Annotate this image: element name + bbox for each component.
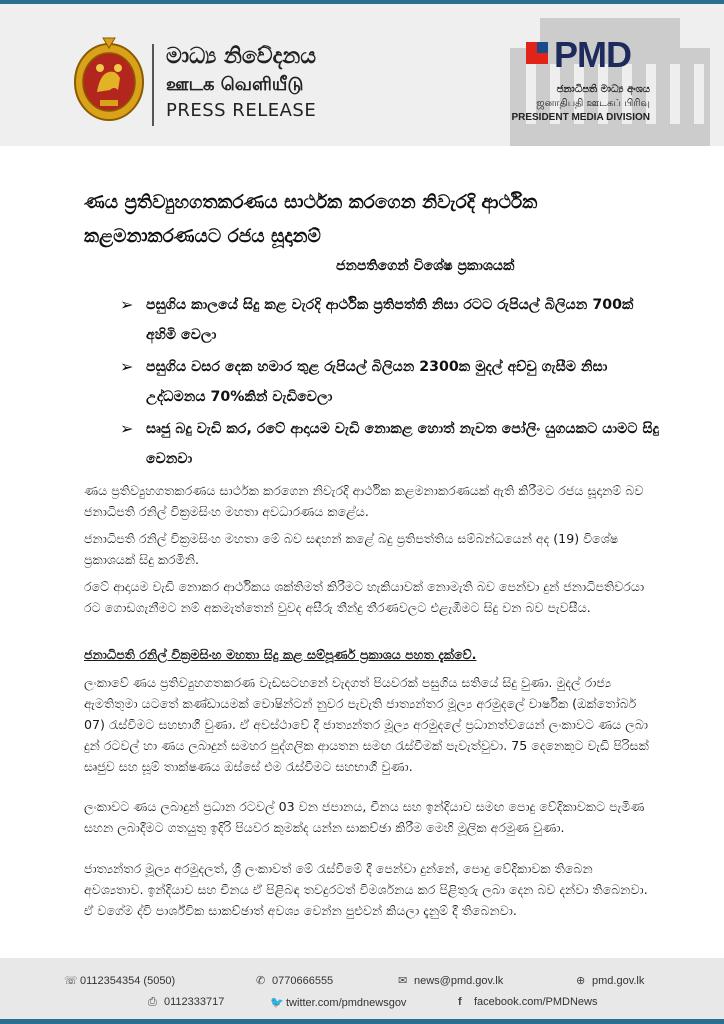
building-watermark-icon <box>470 8 724 146</box>
twitter-link[interactable]: twitter.com/pmdnewsgov <box>286 997 407 1009</box>
email-icon: ✉ <box>398 975 408 987</box>
sri-lanka-emblem-icon <box>70 34 148 124</box>
body-paragraph: ජාත්‍යන්තර මූල්‍ය අරමුදලත්, ශ්‍රී ලංකාවත් මේ රැස්වීමේ දී පෙන්වා දුන්නේ, පොදු වේදිකාවක තිබෙන අවශ්‍යතාව. ඉන්දියාව සහ චීනය ඒ පිළිබඳ තවදුරටත් විමර්ශනය කර පිළිතුරු ලබා දෙන බව දන්වා තිබෙනවා. ඒ වගේම ද්වි පාර්ශ්වික සාකච්ඡාත් අවශ්‍ය වෙන්න පුළුවන් කියලා දැනුම් දී තිබෙනවා. <box>84 861 648 918</box>
website-contact[interactable] <box>576 974 644 987</box>
key-points-list <box>120 290 660 476</box>
press-release-english: PRESS RELEASE <box>166 100 317 121</box>
arrow-bullet-icon: ➢ <box>120 295 134 314</box>
mobile-contact <box>256 974 333 987</box>
body-paragraph: ජනාධිපති රනිල් වික්‍රමසිංහ මහතා මේ බව සඳහන් කළේ බදු ප්‍රතිපත්තිය සම්බන්ධයෙන් අද (19) විශේෂ ප්‍රකාශයක් සිදු කරමිනි. <box>84 531 619 567</box>
body-paragraph: රටේ ආදායම වැඩි නොකර ආර්ථිකය ශක්තිමත් කිරීමට හැකියාවක් නොමැති බව පෙන්වා දුන් ජනාධිපතිවරයා රට ගොඩගැනීමට නම් අකමැත්තෙන් වුවද අසීරු තීන්දු තීරණවලට එළැඹීමට සිදු වන බව පැවසීය. <box>84 579 645 615</box>
pmd-division-tamil: ஜனாதிபதி ஊடகப் பிரிவு <box>536 98 650 109</box>
header-divider <box>152 44 154 126</box>
press-release-sinhala: මාධ්‍ය නිවේදනය <box>166 44 317 69</box>
globe-icon: ⊕ <box>576 975 586 987</box>
key-point <box>120 352 660 412</box>
pmd-logo-text: PMD <box>554 34 631 75</box>
fax-icon: ⎙ <box>148 996 157 1008</box>
phone-number: 0112354354 (5050) <box>80 975 176 987</box>
key-point <box>120 414 660 474</box>
fax-contact <box>148 996 224 1009</box>
body-paragraph: ණය ප්‍රතිව්‍යුහගතකරණය සාර්ථක කරගෙන නිවැරදි ආර්ථික කළමනාකරණයක් ඇති කිරීමට රජය සූදානම් බව ජනාධිපති රනිල් වික්‍රමසිංහ මහතා අවධාරණය කළේය. <box>84 483 644 519</box>
mobile-number: 0770666555 <box>272 975 334 987</box>
arrow-bullet-icon: ➢ <box>120 357 134 376</box>
key-point-text: සෘජු බදු වැඩි කර, රටේ ආදායම වැඩි නොකළ හොත් නැවත පෝලිං යුගයකට යාමට සිදු වෙනවා <box>146 421 659 467</box>
twitter-icon: 🐦 <box>270 997 284 1009</box>
body-paragraph: ලංකාවට ණය ලබාදුන් ප්‍රධාන රටවල් 03 වන ජපානය, චීනය සහ ඉන්දියාව සමඟ පොදු වේදිකාවකට පැමිණ සහන ලබාදීමට ගතයුතු ඉදිරි පියවර කුමක්ද යන්න සාකච්ඡා කිරීම මෙහි මූලික අරමුණ වුණා. <box>84 799 645 835</box>
facebook-link[interactable]: facebook.com/PMDNews <box>474 996 598 1008</box>
key-point <box>120 290 660 350</box>
body-paragraph: ලංකාවේ ණය ප්‍රතිව්‍යුහගතකරණ වැඩසටහනේ වැදගත් පියවරක් පසුගිය සතියේ සිදු වුණා. මුදල් රාජ්‍ය ඇමතිතුමා යටතේ කණ්ඩායමක් වොෂින්ටන් නුවර පැවැති ජාත්‍යන්තර මූල්‍ය අරමුදලේ වාර්ෂික (ඔක්තෝබර් 07) රැස්වීමට සහභාගී වුණා. ඒ අවස්ථාවේ දී ජාත්‍යන්තර මූල්‍ය අරමුදලේ ප්‍රධානත්වයෙන් ලංකාවට ණය ලබා දුන් රටවල් හා ණය ලබාදුන් සමහර පුද්ගලික ආයතන සමඟ රැස්වීමක් පැවැත්වුවා. 75 දෙනෙකුට වැඩි පිරිසක් සෘජුව සහ සූම් තාක්ෂණය ඔස්සේ එම රැස්වීමට සහභාගී වුණා. <box>84 675 649 774</box>
email-contact[interactable] <box>398 974 503 987</box>
phone-contact <box>64 974 175 987</box>
fax-number: 0112333717 <box>164 996 225 1008</box>
key-point-text: පසුගිය කාලයේ සිදු කළ වැරදි ආර්ථික ප්‍රතිපත්ති නිසා රටට රුපියල් බිලියන 700ක් අහිමි වෙලා <box>146 297 634 343</box>
headline: ණය ප්‍රතිව්‍යුහගතකරණය සාර්ථක කරගෙන නිවැරදි ආර්ථික කළමනාකරණයට රජය සූදානම් <box>84 192 538 247</box>
key-point-text: පසුගිය වසර දෙක හමාර තුළ රුපියල් බිලියන 2300ක මුදල් අච්චු ගැසීම නිසා උද්ධමනය 70%කින් වැඩිවෙලා <box>146 359 608 405</box>
press-release-tamil: ஊடக வெளியீடு <box>166 74 304 95</box>
facebook-contact[interactable] <box>458 996 598 1008</box>
pmd-division-sinhala: ජනාධිපති මාධ්‍ය අංශය <box>556 84 650 95</box>
phone-icon: ☏ <box>64 975 78 987</box>
twitter-contact[interactable] <box>270 996 406 1009</box>
full-statement-heading: ජනාධිපති රනිල් වික්‍රමසිංහ මහතා සිදු කළ සම්පූර්ණ ප්‍රකාශය පහත දැක්වේ. <box>84 647 477 662</box>
mobile-icon: ✆ <box>256 975 266 987</box>
contact-footer <box>0 958 724 1024</box>
letterhead <box>0 0 724 146</box>
pmd-division-english: PRESIDENT MEDIA DIVISION <box>511 112 650 123</box>
subheadline: ජනපතිගෙන් විශේෂ ප්‍රකාශයක් <box>336 258 515 274</box>
pmd-logo-accent <box>537 42 548 53</box>
facebook-icon: f <box>458 996 462 1008</box>
website-link[interactable]: pmd.gov.lk <box>592 975 645 987</box>
email-address[interactable]: news@pmd.gov.lk <box>414 975 504 987</box>
arrow-bullet-icon: ➢ <box>120 419 134 438</box>
